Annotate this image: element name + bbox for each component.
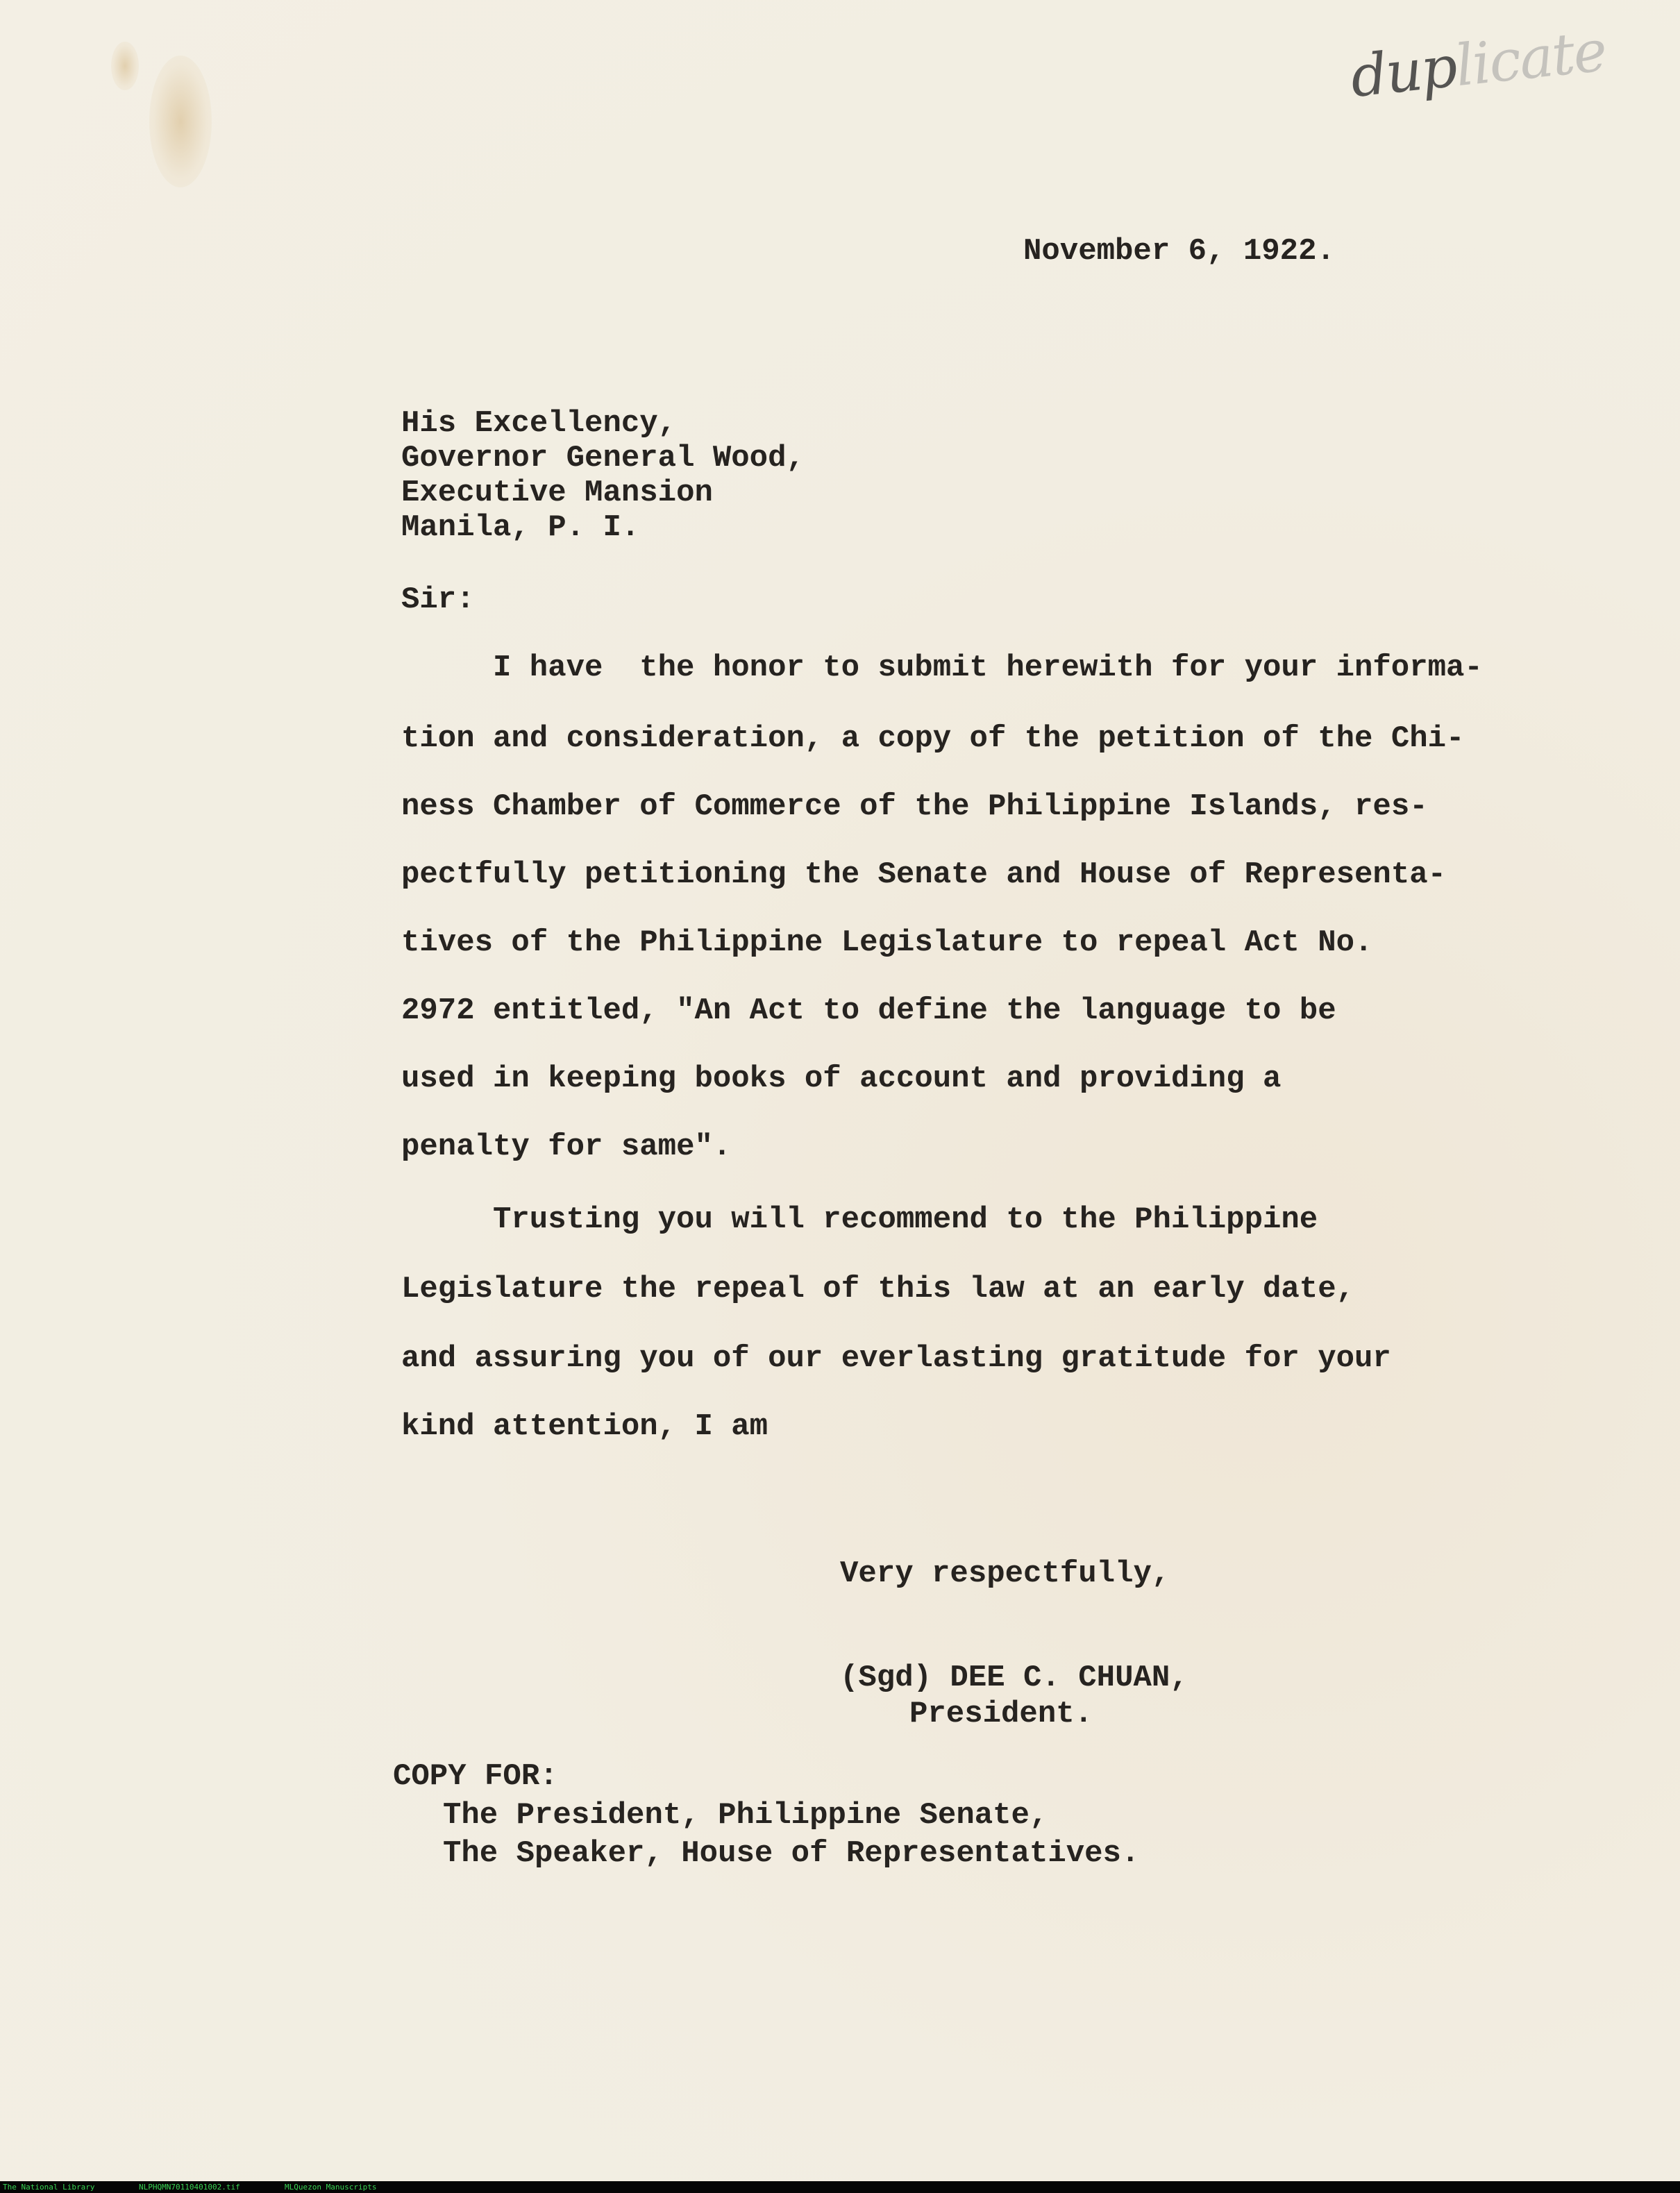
address-line: Executive Mansion bbox=[401, 476, 713, 510]
body-line: Legislature the repeal of this law at an early date, bbox=[401, 1272, 1355, 1306]
body-line: ness Chamber of Commerce of the Philippine Islands, res- bbox=[401, 789, 1428, 824]
address-line: His Excellency, bbox=[401, 406, 677, 441]
footer-library: The National Library bbox=[3, 2183, 95, 2192]
body-line: I have the honor to submit herewith for your informa- bbox=[493, 650, 1483, 685]
body-line: 2972 entitled, "An Act to define the language to be bbox=[401, 993, 1336, 1028]
footer-file-id: NLPHQMN70110401002.tif bbox=[139, 2183, 240, 2192]
handwritten-main: dup bbox=[1347, 33, 1459, 111]
handwritten-faded: licate bbox=[1452, 17, 1609, 100]
body-line: pectfully petitioning the Senate and House of Representa- bbox=[401, 857, 1447, 892]
body-line: Trusting you will recommend to the Philippine bbox=[493, 1202, 1318, 1237]
letter-date: November 6, 1922. bbox=[1023, 234, 1335, 269]
copy-for-label: COPY FOR: bbox=[393, 1759, 558, 1794]
handwritten-annotation bbox=[1347, 18, 1608, 110]
address-line: Manila, P. I. bbox=[401, 510, 640, 545]
body-line: kind attention, I am bbox=[401, 1409, 768, 1444]
copy-recipient: The President, Philippine Senate, bbox=[443, 1798, 1048, 1833]
signature-title: President. bbox=[909, 1697, 1093, 1731]
closing: Very respectfully, bbox=[840, 1556, 1170, 1591]
address-line: Governor General Wood, bbox=[401, 441, 805, 476]
paper-stain bbox=[149, 56, 212, 187]
copy-recipient: The Speaker, House of Representatives. bbox=[443, 1836, 1140, 1871]
body-line: penalty for same". bbox=[401, 1129, 732, 1164]
body-line: tion and consideration, a copy of the petition of the Chi- bbox=[401, 721, 1465, 756]
salutation: Sir: bbox=[401, 582, 475, 617]
body-line: and assuring you of our everlasting gratitude for your bbox=[401, 1341, 1391, 1376]
body-line: tives of the Philippine Legislature to repeal Act No. bbox=[401, 925, 1373, 960]
footer-collection: MLQuezon Manuscripts bbox=[285, 2183, 377, 2192]
signature-name: (Sgd) DEE C. CHUAN, bbox=[840, 1661, 1188, 1695]
body-line: used in keeping books of account and providing a bbox=[401, 1061, 1282, 1096]
paper-stain-small bbox=[111, 42, 139, 90]
scan-footer-bar bbox=[0, 2181, 1680, 2193]
